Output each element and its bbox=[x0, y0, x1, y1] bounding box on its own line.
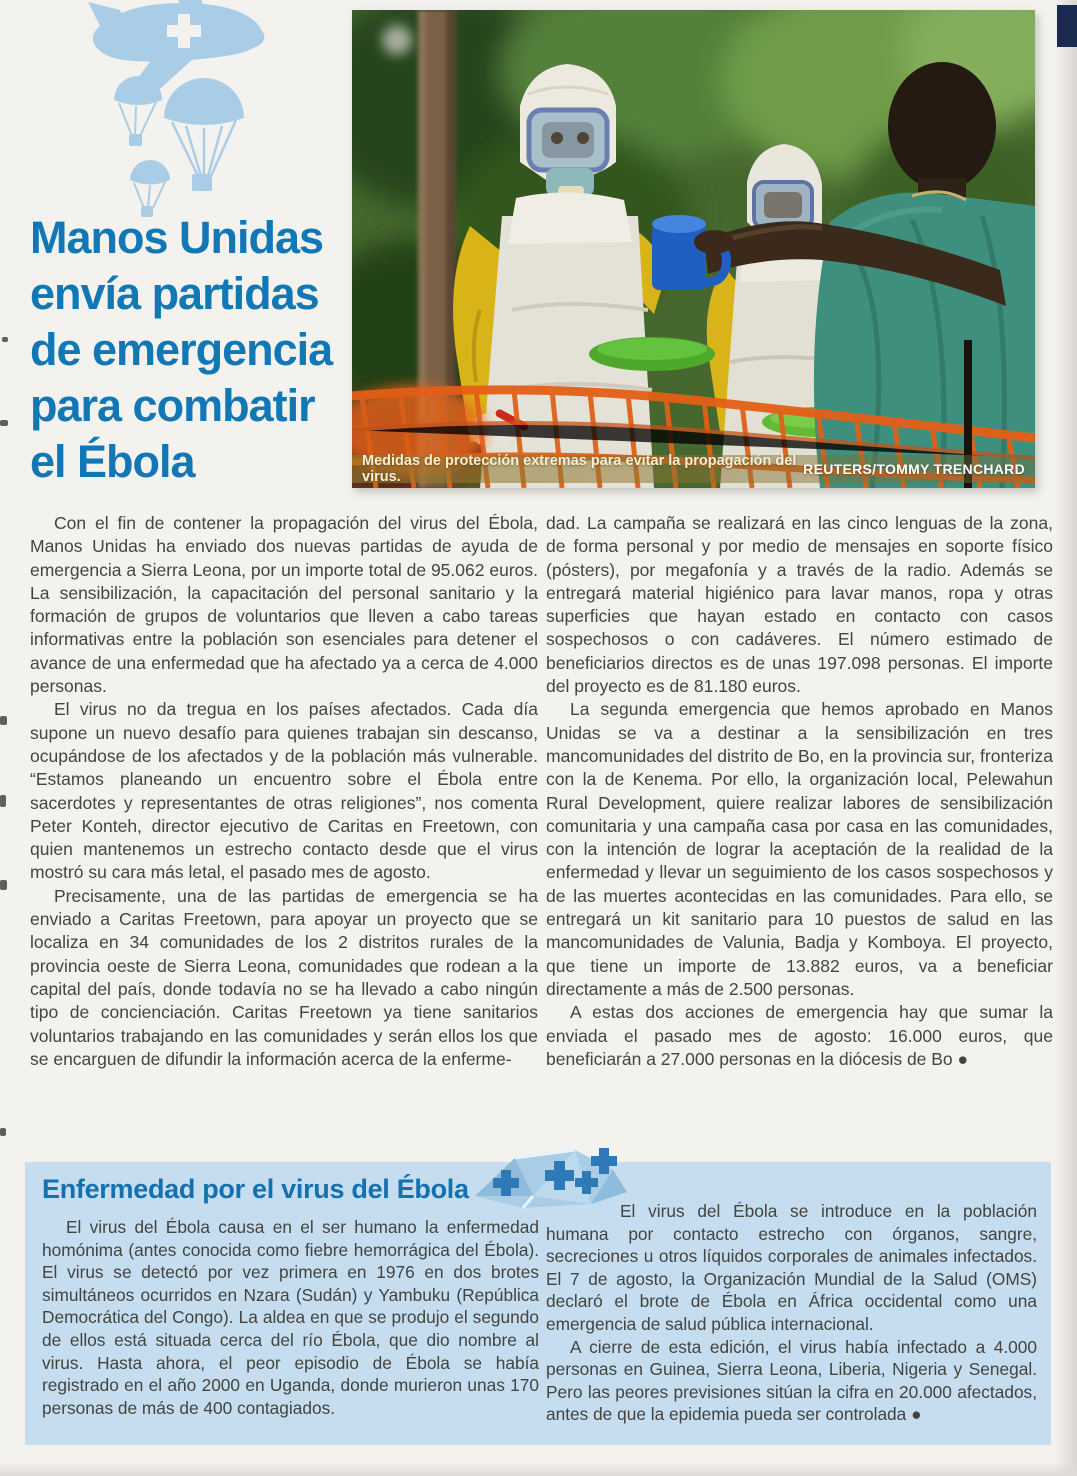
photo-caption-bar bbox=[352, 455, 1035, 483]
photo-credit: REUTERS/TOMMY TRENCHARD bbox=[803, 461, 1025, 477]
article-column-right bbox=[546, 512, 1053, 1071]
infobox-column-left bbox=[42, 1216, 539, 1419]
scan-artifact bbox=[0, 716, 7, 725]
paragraph: Con el fin de contener la propagación del virus del Ébola, Manos Unidas ha enviado dos nuevas partidas de ayuda de emergencia a Sierra Leona, por un importe total de 95.062 euros. La sensibilización, la capacitación del personal sanitario y la formación de grupos de voluntarios que lleven a cabo tareas informativas entre la población son esenciales para detener el avance de una enfermedad que ha afectado ya a cerca de 4.000 personas. bbox=[30, 513, 538, 697]
paragraph: El virus del Ébola causa en el ser humano la enfermedad homónima (antes conocida como fiebre hemorrágica del Ébola). El virus se detectó por vez primera en 1976 en dos brotes simultáneos ocurridos en Nzara (Sudán) y Yambuku (República Democrática del Congo). La aldea en que se produjo el segundo de ellos está situada cerca del río Ébola, que dio nombre al virus. Hasta ahora, el peor episodio de Ébola se había registrado en el año 2000 en Uganda, donde murieron unas 170 personas de más de 400 contagiados. bbox=[42, 1217, 539, 1418]
title-line: de emergencia bbox=[30, 324, 333, 375]
paragraph: A cierre de esta edición, el virus había infectado a 4.000 personas en Guinea, Sierra Leona, Liberia, Nigeria y Senegal. Pero las peores previsiones sitúan la cifra en 20.000 afectados, antes de que la epidemia pueda ser controlada ● bbox=[546, 1336, 1037, 1425]
airdrop-illustration bbox=[86, 0, 271, 218]
article-column-left bbox=[30, 512, 538, 1071]
title-line: para combatir bbox=[30, 380, 315, 431]
supply-parachutes-icon bbox=[114, 76, 244, 217]
scan-edge bbox=[0, 1462, 1077, 1476]
title-line: Manos Unidas bbox=[30, 212, 324, 263]
scan-artifact bbox=[0, 420, 8, 426]
photo-caption: Medidas de protección extremas para evitar la propagación del virus. bbox=[362, 453, 797, 485]
scan-artifact bbox=[0, 1128, 6, 1136]
paragraph: La segunda emergencia que hemos aprobado en Manos Unidas se va a destinar a la sensibilización en tres mancomunidades del distrito de Bo, en la provincia sur, fronteriza con la de Kenema. Por ello, la organización local, Pelewahun Rural Development, quiere realizar labores de sensibilización comunitaria y una campaña casa por casa en las comunidades, con la intención de lograr la aceptación de la realidad de la enfermedad y llevar un seguimiento de los casos sospechosos y de las muertes acontecidas en las comunidades. Para ello, se entregará un kit sanitario para 10 puestos de salud en las mancomunidades de Valunia, Badja y Komboya. El proyecto, que tiene un importe de 13.882 euros, va a beneficiar directamente a más de 2.500 personas. bbox=[546, 699, 1053, 999]
article-title bbox=[30, 210, 360, 490]
page-corner-tab bbox=[1057, 5, 1077, 47]
paragraph: El virus no da tregua en los países afectados. Cada día supone un nuevo desafío para quienes trabajan sin descanso, ocupándose de los afectados y de la población más vulnerable. “Estamos planeando un encuentro sobre el Ébola entre sacerdotes y representantes de otras religiones”, nos comenta Peter Konteh, director ejecutivo de Caritas en Freetown, con quien mantenemos un estrecho contacto desde que el virus mostró su cara más letal, el pasado mes de agosto. bbox=[30, 699, 538, 883]
scan-artifact bbox=[2, 337, 8, 342]
title-line: el Ébola bbox=[30, 436, 195, 487]
paragraph: A estas dos acciones de emergencia hay que sumar la enviada el pasado mes de agosto: 16.000 euros, que beneficiarán a 27.000 personas en la diócesis de Bo ● bbox=[546, 1002, 1053, 1069]
scan-edge bbox=[1055, 0, 1077, 1476]
paragraph: Precisamente, una de las partidas de emergencia se ha enviado a Caritas Freetown, para apoyar un proyecto que se localiza en 34 comunidades de los 2 distritos rurales de la provincia oeste de Sierra Leona, comunidades que rodean a la capital del país, donde todavía no se ha llevado a cabo ningún tipo de concienciación. Caritas Freetown ya tiene sanitarios voluntarios trabajando en las comunidades y serán ellos los que se encarguen de difundir la información acerca de la enferme- bbox=[30, 885, 538, 1069]
paragraph: dad. La campaña se realizará en las cinco lenguas de la zona, de forma personal y por medio de mensajes en soporte físico (pósters), por megafonía y a través de la radio. Además se entregará material higiénico para lavar manos, ropa y otras superficies que hayan estado en contacto con casos sospechosos o con cadáveres. El número estimado de beneficiarios directos es de unas 197.098 personas. El importe del proyecto es de 81.180 euros. bbox=[546, 513, 1053, 697]
scan-artifact bbox=[0, 880, 7, 890]
paragraph: El virus del Ébola se introduce en la población humana por contacto estrecho con órganos, sangre, secreciones u otros líquidos corporales de animales infectados. El 7 de agosto, la Organización Mundial de la Salud (OMS) declaró el brote de Ébola en África occidental como una emergencia de salud pública internacional. bbox=[546, 1201, 1037, 1334]
infobox-ebola-disease bbox=[25, 1162, 1051, 1445]
infobox-column-right bbox=[546, 1200, 1037, 1426]
title-line: envía partidas bbox=[30, 268, 319, 319]
infobox-heading: Enfermedad por el virus del Ébola bbox=[42, 1174, 469, 1204]
relief-plane-icon bbox=[88, 0, 264, 98]
ebola-photo bbox=[352, 10, 1035, 488]
scan-artifact bbox=[0, 795, 6, 807]
